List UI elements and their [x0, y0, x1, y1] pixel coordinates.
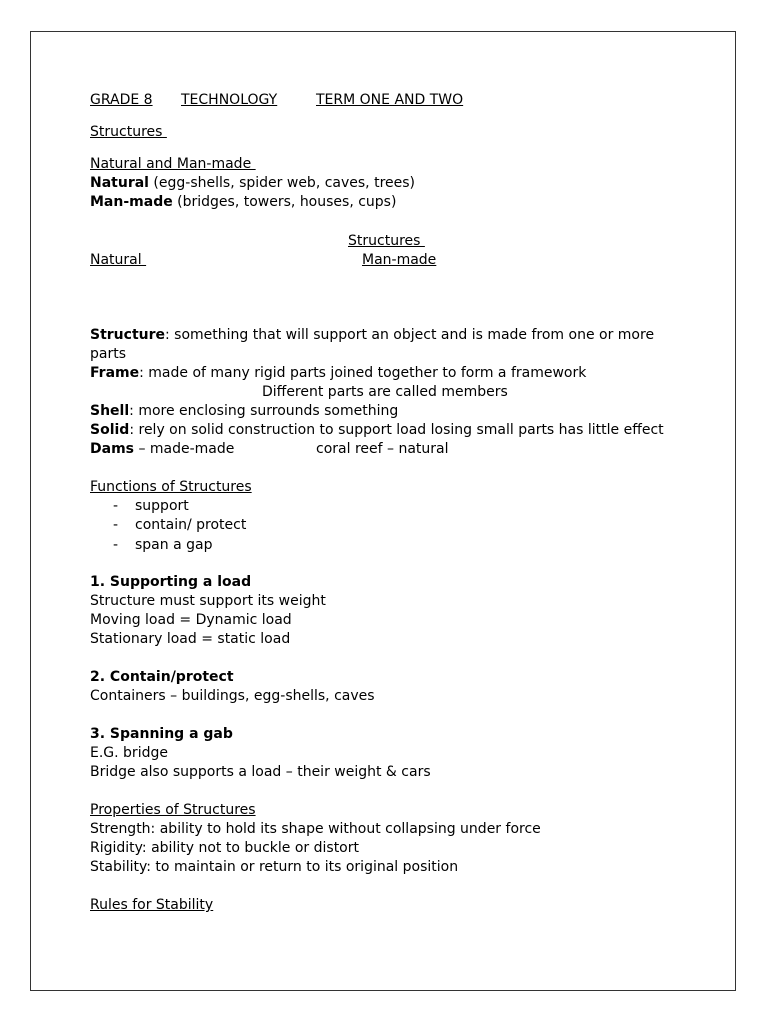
- functions-heading: Functions of Structures: [90, 479, 252, 495]
- natural-manmade-heading: Natural and Man-made: [90, 156, 256, 172]
- manmade-label: Man-made: [90, 194, 173, 210]
- supporting-line: Structure must support its weight: [90, 593, 326, 609]
- dams-term: Dams: [90, 441, 134, 457]
- list-dash: -: [113, 537, 119, 553]
- header-grade: GRADE 8: [90, 92, 153, 108]
- natural-line: [90, 174, 415, 193]
- natural-label: Natural: [90, 175, 149, 191]
- properties-line: Rigidity: ability not to buckle or distort: [90, 840, 359, 856]
- frame-definition: [90, 364, 586, 383]
- list-item: support: [135, 498, 189, 514]
- spanning-heading: 3. Spanning a gab: [90, 726, 233, 742]
- coral-reef-text: coral reef – natural: [316, 441, 449, 457]
- shell-def: : more enclosing surrounds something: [129, 403, 399, 419]
- supporting-heading: 1. Supporting a load: [90, 574, 252, 590]
- diagram-top-label: Structures: [348, 233, 425, 249]
- structure-def-1: : something that will support an object and is made from one or more: [165, 327, 655, 343]
- manmade-examples: (bridges, towers, houses, cups): [172, 194, 397, 210]
- structure-term: Structure: [90, 327, 166, 343]
- list-item: contain/ protect: [135, 517, 247, 533]
- shell-definition: [90, 402, 398, 421]
- diagram-left-label: Natural: [90, 252, 147, 268]
- list-item: span a gap: [135, 537, 213, 553]
- rules-heading: Rules for Stability: [90, 897, 214, 913]
- structure-definition: [90, 326, 654, 345]
- supporting-line: Stationary load = static load: [90, 631, 291, 647]
- header-term: TERM ONE AND TWO: [316, 92, 464, 108]
- dams-def: – made-made: [134, 441, 235, 457]
- spanning-line: E.G. bridge: [90, 745, 168, 761]
- structure-def-2: parts: [90, 346, 127, 362]
- properties-heading: Properties of Structures: [90, 802, 256, 818]
- contain-line: Containers – buildings, egg-shells, caves: [90, 688, 375, 704]
- frame-term: Frame: [90, 365, 140, 381]
- frame-note: Different parts are called members: [262, 384, 508, 400]
- solid-def: : rely on solid construction to support load losing small parts has little effect: [129, 422, 664, 438]
- supporting-line: Moving load = Dynamic load: [90, 612, 292, 628]
- list-dash: -: [113, 498, 119, 514]
- list-dash: -: [113, 517, 119, 533]
- manmade-line: [90, 193, 396, 212]
- natural-examples: (egg-shells, spider web, caves, trees): [148, 175, 416, 191]
- solid-term: Solid: [90, 422, 130, 438]
- diagram-right-label: Man-made: [362, 252, 437, 268]
- dams-definition: [90, 440, 234, 459]
- properties-line: Strength: ability to hold its shape without collapsing under force: [90, 821, 541, 837]
- header-subject: TECHNOLOGY: [181, 92, 278, 108]
- properties-line: Stability: to maintain or return to its original position: [90, 859, 459, 875]
- spanning-line: Bridge also supports a load – their weight & cars: [90, 764, 431, 780]
- frame-def: : made of many rigid parts joined together to form a framework: [139, 365, 587, 381]
- shell-term: Shell: [90, 403, 130, 419]
- structures-heading: Structures: [90, 124, 167, 140]
- contain-heading: 2. Contain/protect: [90, 669, 234, 685]
- solid-definition: [90, 421, 664, 440]
